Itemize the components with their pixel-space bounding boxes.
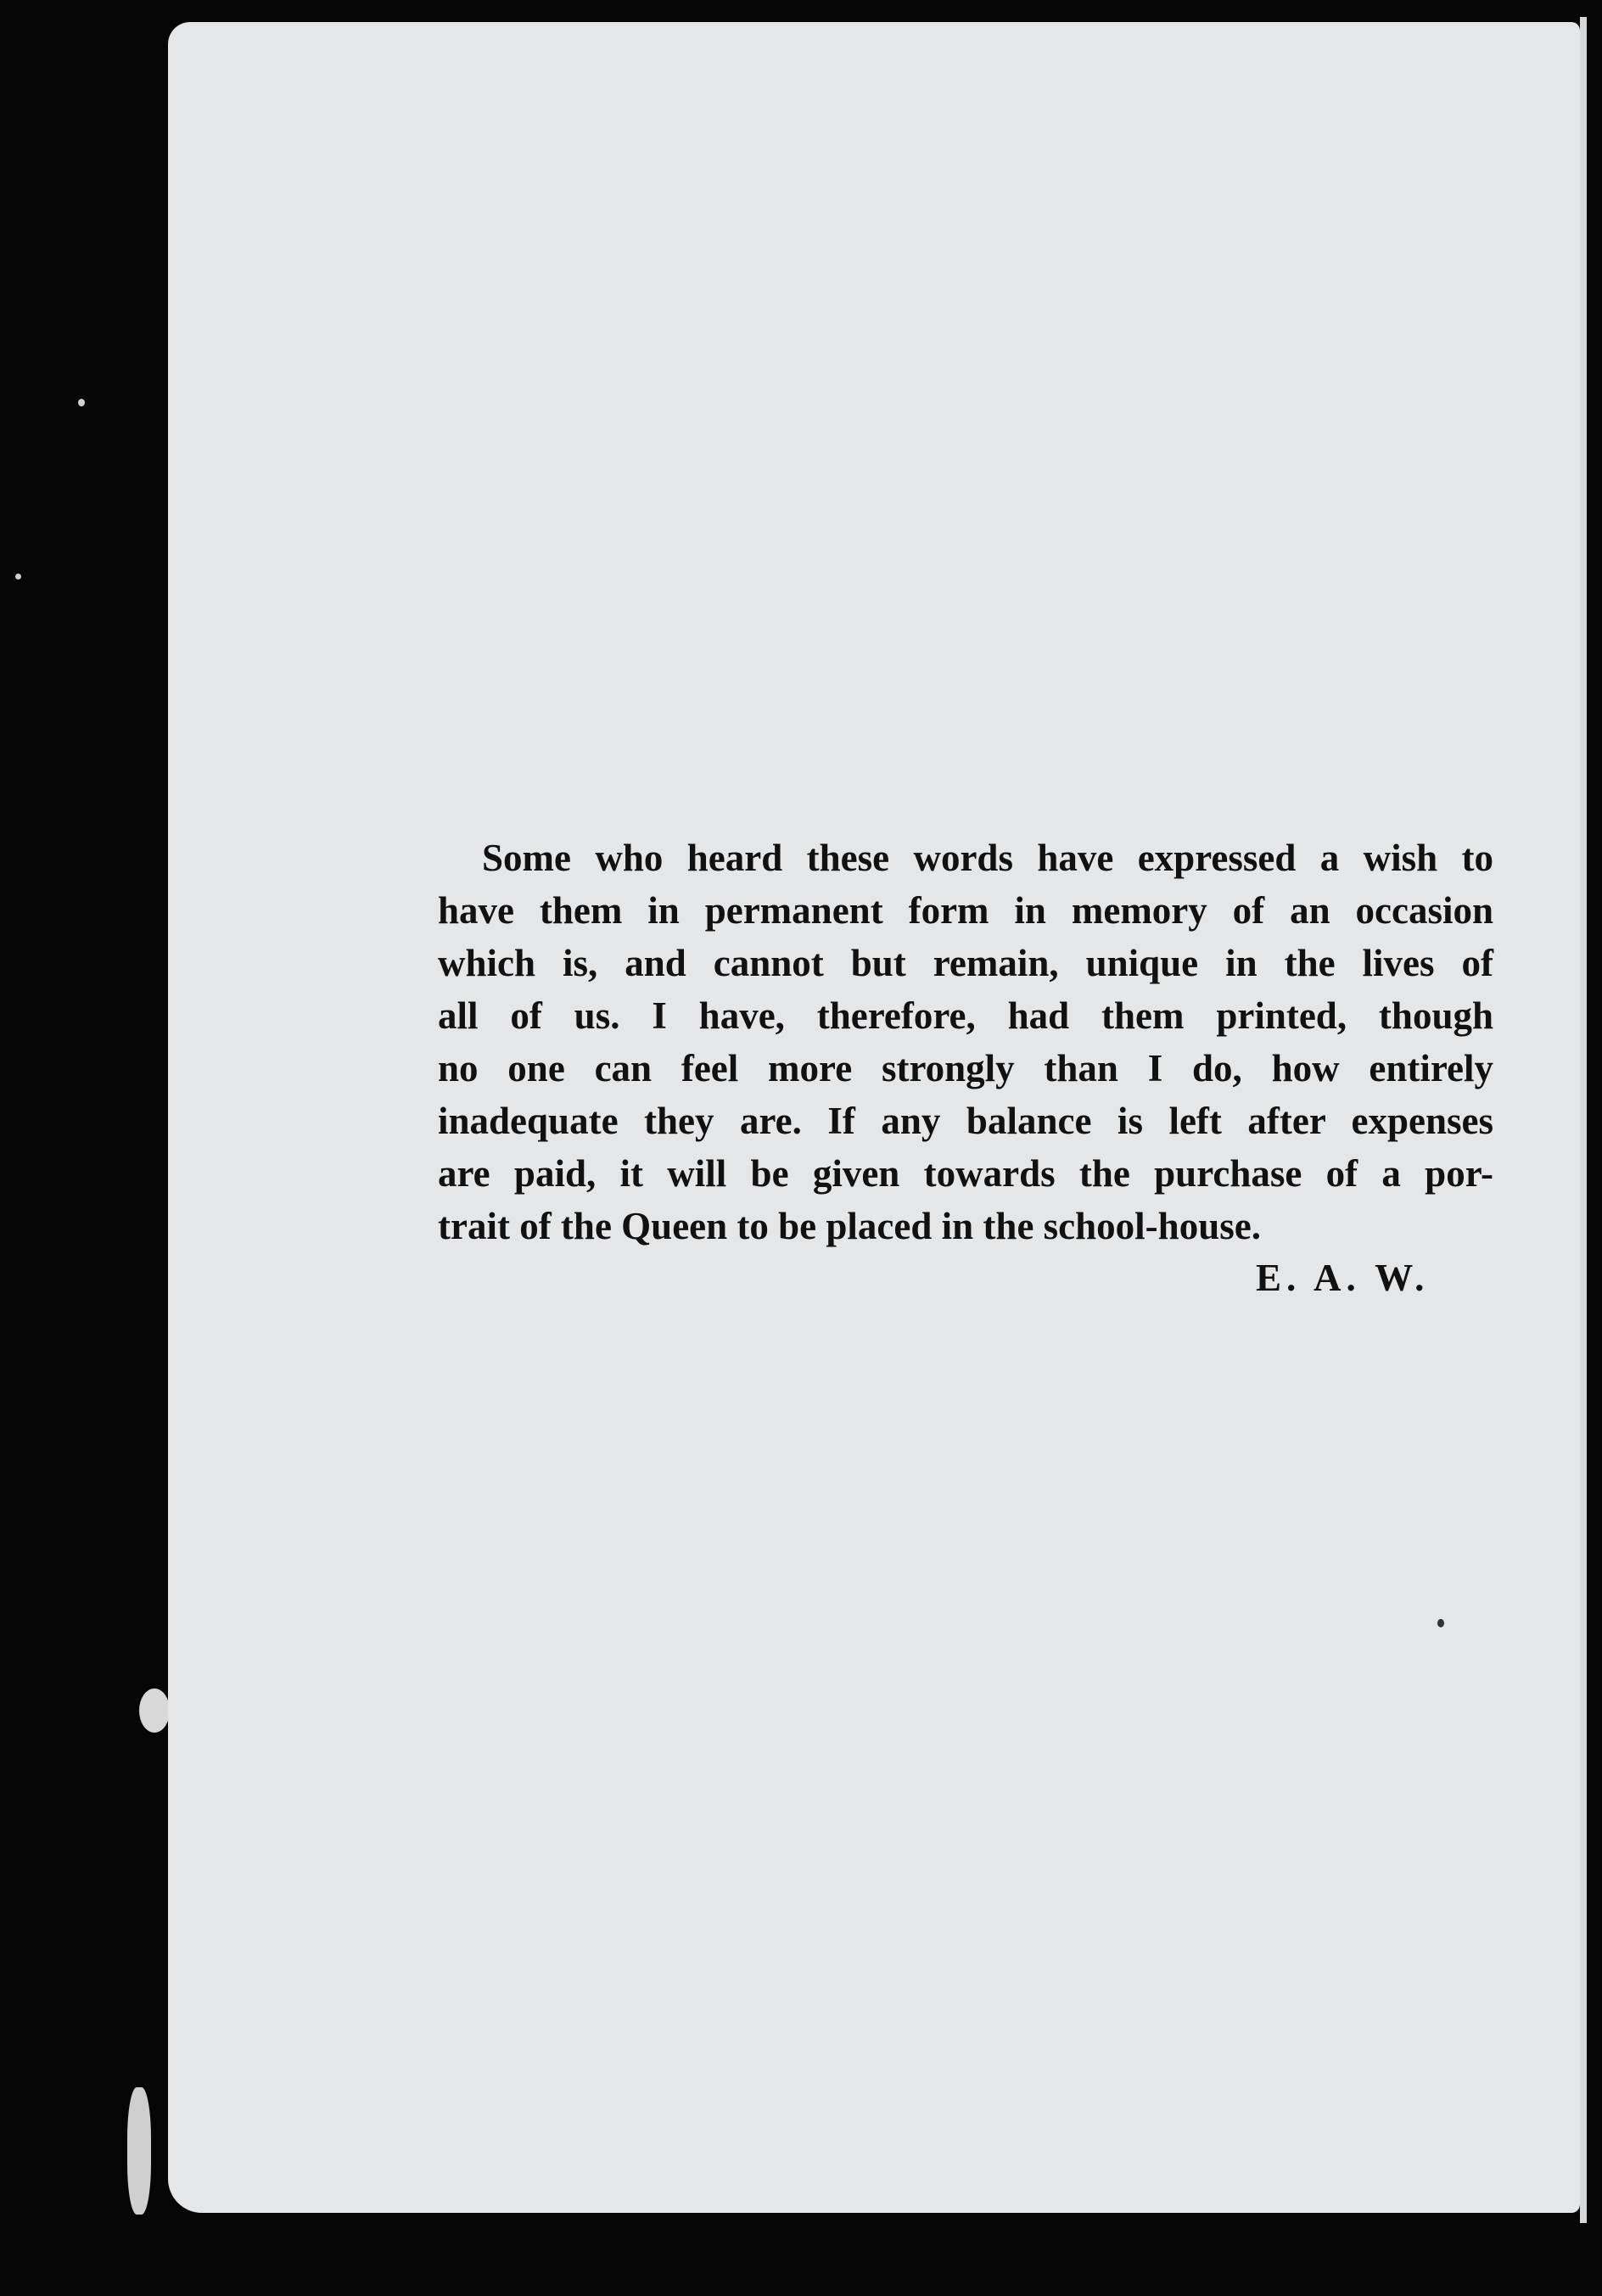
scan-speck: [78, 399, 85, 406]
notice-line: inadequate they are. If any balance is left after expenses: [438, 1100, 1493, 1142]
notice-paragraph: [438, 832, 1493, 1252]
notice-line: Some who heard these words have expressed a wish to: [482, 837, 1493, 879]
scan-speck: [127, 2087, 151, 2215]
notice-line: trait of the Queen to be placed in the school-house.: [438, 1205, 1261, 1247]
notice-line: are paid, it will be given towards the purchase of a por-: [438, 1152, 1493, 1195]
scan-speck: [15, 574, 21, 580]
notice-line: all of us. I have, therefore, had them printed, though: [438, 994, 1493, 1037]
signature-initials: E. A. W.: [1256, 1257, 1430, 1299]
notice-line: which is, and cannot but remain, unique in the lives of: [438, 942, 1493, 984]
notice-line: have them in permanent form in memory of an occasion: [438, 889, 1493, 932]
notice-line: no one can feel more strongly than I do, how entirely: [438, 1047, 1493, 1089]
scan-speck: [139, 1688, 170, 1733]
ink-dot: [1437, 1619, 1444, 1627]
page-edge: [1580, 17, 1587, 2223]
